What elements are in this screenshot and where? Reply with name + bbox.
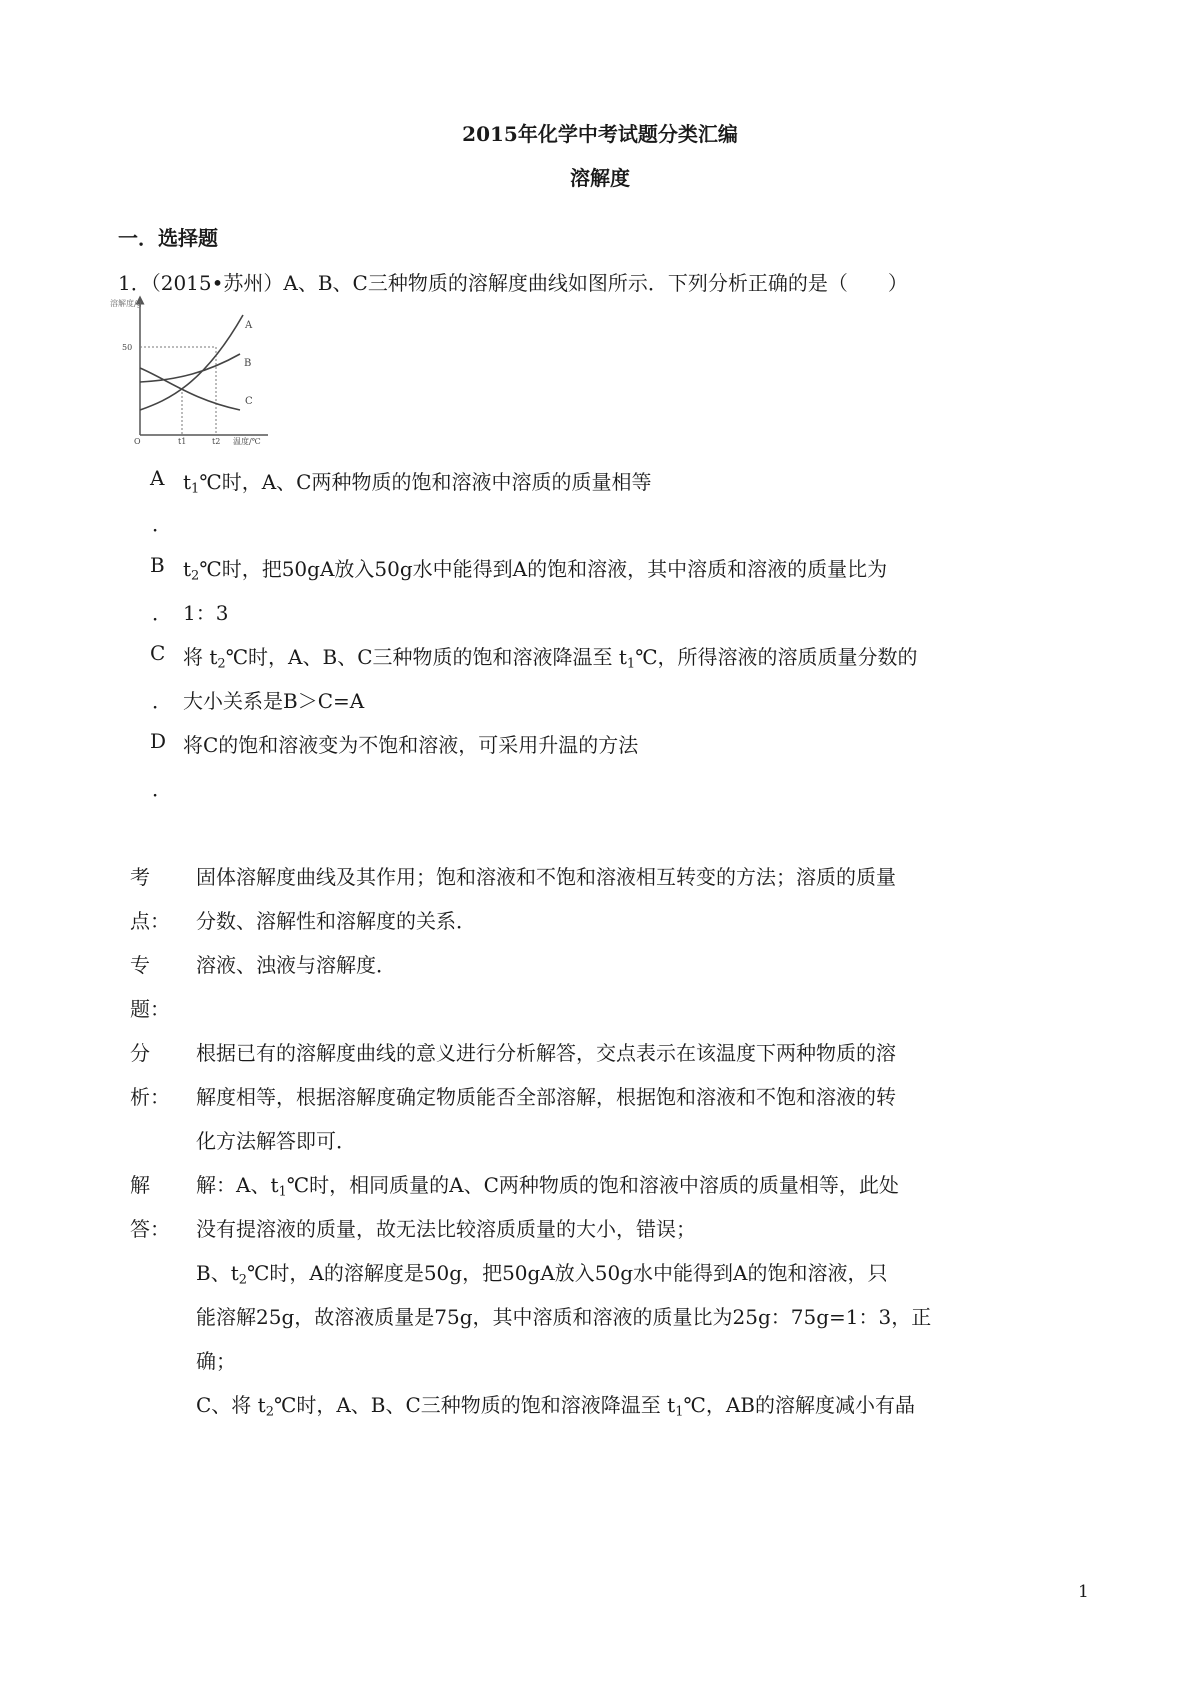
- kaodian-label-2: 点：: [130, 909, 170, 933]
- y-axis-label: 溶解度/g: [110, 299, 142, 308]
- curve-label-b: B: [244, 358, 252, 369]
- option-a-dot: ．: [152, 512, 172, 536]
- x-axis-label: 温度/℃: [233, 437, 261, 445]
- jieda-b-line-2: 能溶解25g，故溶液质量是75g，其中溶质和溶液的质量比为25g：75g=1：3，正: [196, 1305, 932, 1329]
- jieda-a-line-2: 没有提溶液的质量，故无法比较溶质质量的大小，错误；: [196, 1217, 696, 1241]
- option-c-text: 将 $t_2℃$时，A、B、C三种物质的饱和溶液降温至 $t_1℃$，所得溶液的溶质质量分数的: [183, 645, 918, 672]
- kaodian-line-2: 分数、溶解性和溶解度的关系．: [196, 909, 476, 933]
- kaodian-line-1: 固体溶解度曲线及其作用；饱和溶液和不饱和溶液相互转变的方法；溶质的质量: [196, 865, 896, 889]
- jieda-label-1: 解: [130, 1173, 150, 1197]
- section-heading: 一．选择题: [118, 226, 218, 250]
- zhuanti-label-2: 题：: [130, 997, 170, 1021]
- option-c-letter: C: [150, 641, 166, 665]
- option-d-text: 将C的饱和溶液变为不饱和溶液，可采用升温的方法: [183, 733, 639, 757]
- option-a-letter: A: [150, 466, 165, 490]
- fenxi-line-3: 化方法解答即可．: [196, 1129, 356, 1153]
- zhuanti-text: 溶液、浊液与溶解度．: [196, 953, 396, 977]
- jieda-label-2: 答：: [130, 1217, 170, 1241]
- y-tick-50: 50: [122, 343, 133, 352]
- jieda-c-line-1: C、将 $t_2℃$时，A、B、C三种物质的饱和溶液降温至 $t_1℃$，AB的溶解度减小有晶: [196, 1393, 915, 1420]
- document-title: 2015年化学中考试题分类汇编: [462, 122, 738, 146]
- x-tick-t1: t1: [178, 437, 187, 445]
- jieda-b-line-3: 确；: [196, 1349, 236, 1373]
- page-number: 1: [1078, 1582, 1089, 1602]
- curve-label-c: C: [245, 396, 253, 407]
- fenxi-line-1: 根据已有的溶解度曲线的意义进行分析解答，交点表示在该温度下两种物质的溶: [196, 1041, 896, 1065]
- zhuanti-label-1: 专: [130, 953, 150, 977]
- fenxi-label-2: 析：: [130, 1085, 170, 1109]
- curve-a: [140, 315, 243, 410]
- option-a-text: $t_1℃$时，A、C两种物质的饱和溶液中溶质的质量相等: [183, 470, 652, 497]
- solubility-curve-figure: [108, 290, 288, 445]
- jieda-b-line-1: B、$t_2℃$时，A的溶解度是50g，把50gA放入50g水中能得到A的饱和溶液，只: [196, 1261, 888, 1288]
- curve-b: [140, 354, 240, 382]
- fenxi-label-1: 分: [130, 1041, 150, 1065]
- option-c-dot: ．: [152, 689, 172, 713]
- document-subtitle: 溶解度: [570, 166, 630, 190]
- kaodian-label-1: 考: [130, 865, 150, 889]
- option-b-letter: B: [150, 553, 165, 577]
- jieda-a-line-1: 解：A、$t_1℃$时，相同质量的A、C两种物质的饱和溶液中溶质的质量相等，此处: [196, 1173, 899, 1200]
- x-tick-t2: t2: [212, 437, 221, 445]
- option-b-text: $t_2℃$时，把50gA放入50g水中能得到A的饱和溶液，其中溶质和溶液的质量比为: [183, 557, 888, 584]
- option-c-cont: 大小关系是B＞C=A: [183, 689, 365, 713]
- curve-label-a: A: [245, 320, 253, 331]
- option-b-cont: 1：3: [183, 601, 229, 625]
- option-d-letter: D: [150, 729, 167, 753]
- question-stem: 1．（2015•苏州）A、B、C三种物质的溶解度曲线如图所示．下列分析正确的是（ ）: [118, 271, 908, 295]
- origin-label: O: [134, 437, 141, 445]
- fenxi-line-2: 解度相等，根据溶解度确定物质能否全部溶解，根据饱和溶液和不饱和溶液的转: [196, 1085, 896, 1109]
- option-b-dot: ．: [152, 601, 172, 625]
- option-d-dot: ．: [152, 777, 172, 801]
